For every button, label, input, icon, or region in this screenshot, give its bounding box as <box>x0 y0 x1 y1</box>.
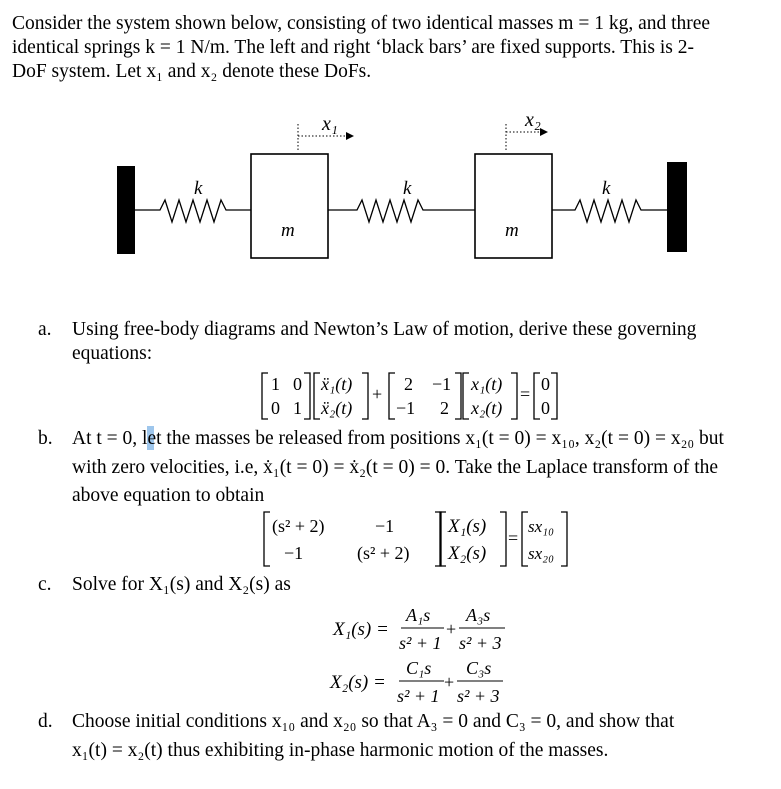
part-d-line-2: x₁(t) = x₂(t) thus exhibiting in-phase harmonic motion of the masses. <box>72 740 609 761</box>
x2-label: x₂ <box>525 109 541 131</box>
plus-c2: + <box>444 672 455 692</box>
part-d-line-1: Choose initial conditions x₁₀ and x₂₀ so that A₃ = 0 and C₃ = 0, and show that <box>72 711 675 732</box>
part-a-text-2: equations: <box>72 343 153 364</box>
stiffness-matrix-11: 2 <box>404 374 413 394</box>
denominator-4: s² + 3 <box>457 686 500 706</box>
mass-matrix-12: 0 <box>293 374 302 394</box>
laplace-matrix-11: (s² + 2) <box>272 516 325 536</box>
laplace-vector-2: X₂(s) <box>448 543 487 564</box>
x1-lhs: X₁(s) = <box>333 619 389 640</box>
equation-b <box>0 508 781 570</box>
intro-line-1: Consider the system shown below, consisting of two identical masses m = 1 kg, and three <box>12 13 711 34</box>
right-fixed-support <box>667 162 687 252</box>
stiffness-matrix-21: −1 <box>396 398 416 418</box>
part-c-text: Solve for X₁(s) and X₂(s) as <box>72 574 291 595</box>
part-b-line-1: At t = 0, let the masses be released from positions x₁(t = 0) = x₁₀, x₂(t = 0) = x₂₀ but <box>72 428 724 449</box>
disp-vector-2: x₂(t) <box>471 398 503 418</box>
equation-a <box>0 368 781 424</box>
x1-arrow-head <box>346 132 354 140</box>
plus-c1: + <box>446 619 457 639</box>
laplace-matrix-22: (s² + 2) <box>357 543 410 563</box>
mass-right <box>475 154 552 258</box>
part-c-marker: c. <box>38 574 52 595</box>
equation-c <box>0 600 781 708</box>
intro-line-3: DoF system. Let x₁ and x₂ denote these DoFs. <box>12 61 372 82</box>
stiffness-matrix-12: −1 <box>432 374 452 394</box>
denominator-1: s² + 1 <box>399 633 442 653</box>
laplace-matrix-21: −1 <box>284 543 304 563</box>
part-b-line-3: above equation to obtain <box>72 485 265 506</box>
mass-matrix-11: 1 <box>271 374 280 394</box>
accel-vector-1: ẍ₁(t) <box>321 374 353 394</box>
spring-mass-diagram <box>0 100 781 260</box>
plus-sign: + <box>372 384 383 404</box>
laplace-matrix-12: −1 <box>375 516 395 536</box>
numerator-c1: C₁s <box>406 658 432 678</box>
accel-vector-2: ẍ₂(t) <box>321 398 353 418</box>
x1-label: x₁ <box>322 113 338 135</box>
denominator-3: s² + 1 <box>397 686 440 706</box>
numerator-a3: A₃s <box>466 605 491 625</box>
numerator-c3: C₃s <box>466 658 492 678</box>
rhs-vector-1: sx₁₀ <box>528 517 554 536</box>
laplace-vector-1: X₁(s) <box>448 516 487 537</box>
spring-middle <box>328 200 475 222</box>
spring-label-right: k <box>602 178 611 199</box>
part-d-marker: d. <box>38 711 53 732</box>
disp-vector-1: x₁(t) <box>471 374 503 394</box>
intro-line-2: identical springs k = 1 N/m. The left and right ‘black bars’ are fixed supports. This is 2- <box>12 37 694 58</box>
mass-label-left: m <box>281 220 295 241</box>
part-a-marker: a. <box>38 319 52 340</box>
spring-label-left: k <box>194 178 203 199</box>
spring-right <box>552 200 667 222</box>
part-b-marker: b. <box>38 428 53 449</box>
equals-sign-b: = <box>508 528 519 548</box>
zero-vector-1: 0 <box>541 374 550 394</box>
x2-arrow-head <box>540 128 548 136</box>
x2-lhs: X₂(s) = <box>330 672 386 693</box>
zero-vector-2: 0 <box>541 398 550 418</box>
mass-matrix-22: 1 <box>293 398 302 418</box>
mass-left <box>251 154 328 258</box>
denominator-2: s² + 3 <box>459 633 502 653</box>
stiffness-matrix-22: 2 <box>440 398 449 418</box>
numerator-a1: A₁s <box>406 605 431 625</box>
rhs-vector-2: sx₂₀ <box>528 544 554 563</box>
part-a-text-1: Using free-body diagrams and Newton’s Law of motion, derive these governing <box>72 319 697 340</box>
spring-left <box>135 200 251 222</box>
mass-label-right: m <box>505 220 519 241</box>
left-fixed-support <box>117 166 135 254</box>
mass-matrix-21: 0 <box>271 398 280 418</box>
part-b-line-2: with zero velocities, i.e, ẋ₁(t = 0) = ẋ₂(t = 0) = 0. Take the Laplace transform of the <box>72 457 719 478</box>
equals-sign: = <box>520 384 531 404</box>
spring-label-mid: k <box>403 178 412 199</box>
